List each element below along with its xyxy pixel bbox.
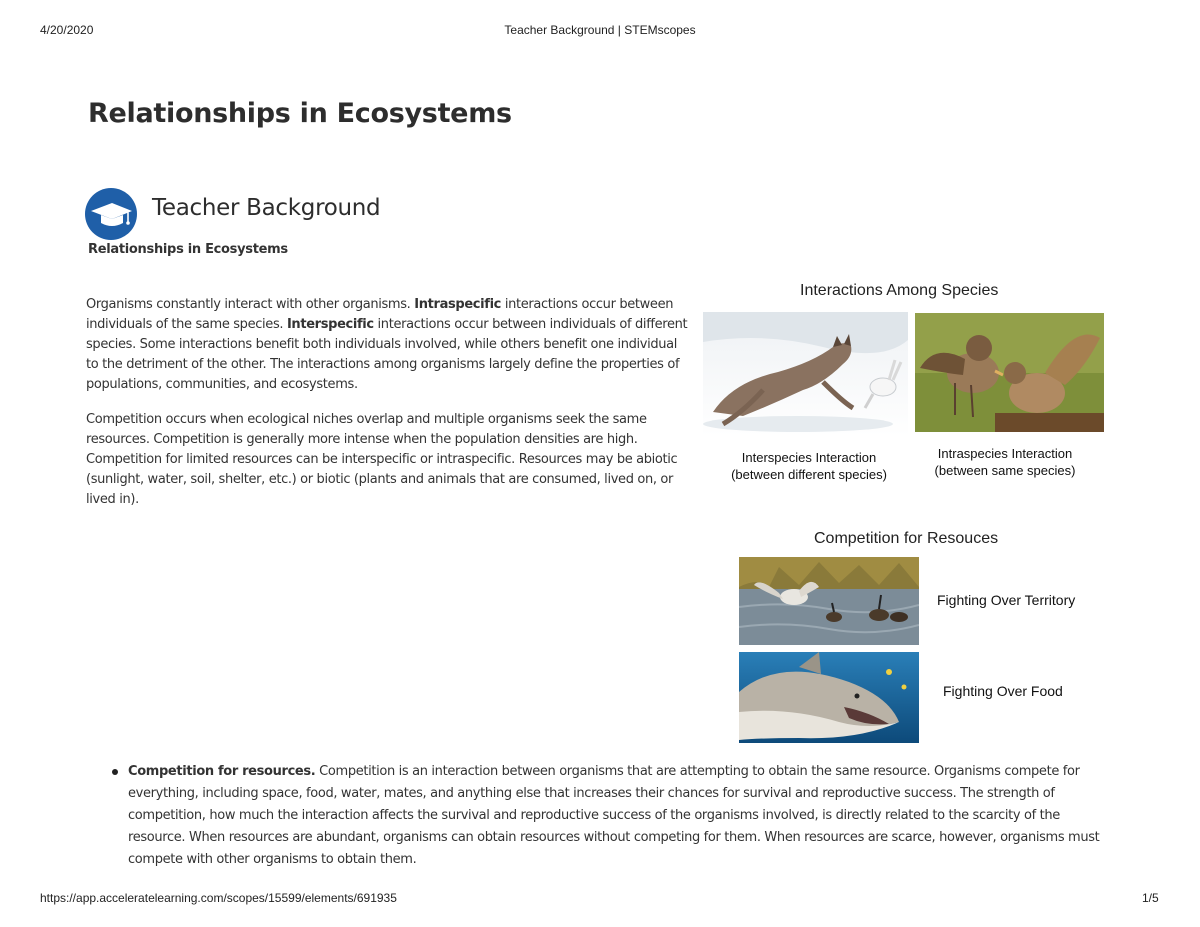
print-page-number: 1/5 xyxy=(1142,891,1159,905)
intraspecies-caption-line1: Intraspecies Interaction xyxy=(937,446,1073,461)
print-title: Teacher Background | STEMscopes xyxy=(504,23,696,37)
geese-photo xyxy=(739,557,919,645)
figure-competition-title: Competition for Resouces xyxy=(814,530,999,547)
food-caption: Fighting Over Food xyxy=(943,683,1063,699)
intro-paragraph xyxy=(86,295,688,395)
intraspecies-caption-line2: (between same species) xyxy=(934,463,1076,478)
list-item xyxy=(100,761,1100,871)
bullet-dot xyxy=(112,769,118,775)
bullet-text: Competition is an interaction between organisms that are attempting to obtain the same resource. Organisms compete for everything, including space, food, water, mates, and anything else that increases their chances for survival and reproductive success. The strength of competition, how much the interaction affects the survival and reproductive success of the organisms involved, is directly related to the scarcity of the resource. When resources are abundant, organisms can obtain resources without competing for them. When resources are scarce, however, organisms must compete with other organisms to obtain them. xyxy=(128,764,1100,867)
shark-photo xyxy=(739,652,919,743)
territory-caption: Fighting Over Territory xyxy=(937,592,1076,608)
print-url: https://app.acceleratelearning.com/scopes/15599/elements/691935 xyxy=(40,891,397,905)
bullet-label: Competition for resources. xyxy=(128,764,316,779)
intraspecific-term: Intraspecific xyxy=(414,297,502,312)
intro-text-3: interactions occur between individuals of different species. Some interactions benefit both individuals involved, while others benefit one individual to the detriment of the other. The interactions among organisms largely define the properties of populations, communities, and ecosystems. xyxy=(86,317,688,392)
section-title: Teacher Background xyxy=(152,195,381,221)
page-title: Relationships in Ecosystems xyxy=(88,98,512,129)
competition-paragraph: Competition occurs when ecological niches overlap and multiple organisms seek the same resources. Competition is generally more intense when the population densities are high. Competition for limited resources can be interspecific or intraspecific. Resources may be abiotic (sunlight, water, soil, shelter, etc.) or biotic (plants and animals that are consumed, lived on, or lived in). xyxy=(86,412,678,507)
sparrows-photo xyxy=(915,313,1104,432)
section-subtitle: Relationships in Ecosystems xyxy=(88,242,288,257)
intro-text-1: Organisms constantly interact with other organisms. xyxy=(86,297,415,312)
interspecies-caption-line2: (between different species) xyxy=(731,467,887,482)
bullet-list xyxy=(100,761,1100,871)
graduation-cap-icon xyxy=(85,188,137,240)
interspecies-caption xyxy=(705,449,913,483)
intro-text-2: interactions occur between individuals of the same species. xyxy=(86,297,674,332)
lynx-hare-photo xyxy=(703,312,908,436)
print-date: 4/20/2020 xyxy=(40,23,94,37)
interspecies-caption-line1: Interspecies Interaction xyxy=(741,450,877,465)
figure-interactions-title: Interactions Among Species xyxy=(800,282,999,299)
intraspecies-caption xyxy=(910,445,1100,479)
interspecific-term: Interspecific xyxy=(286,317,374,332)
